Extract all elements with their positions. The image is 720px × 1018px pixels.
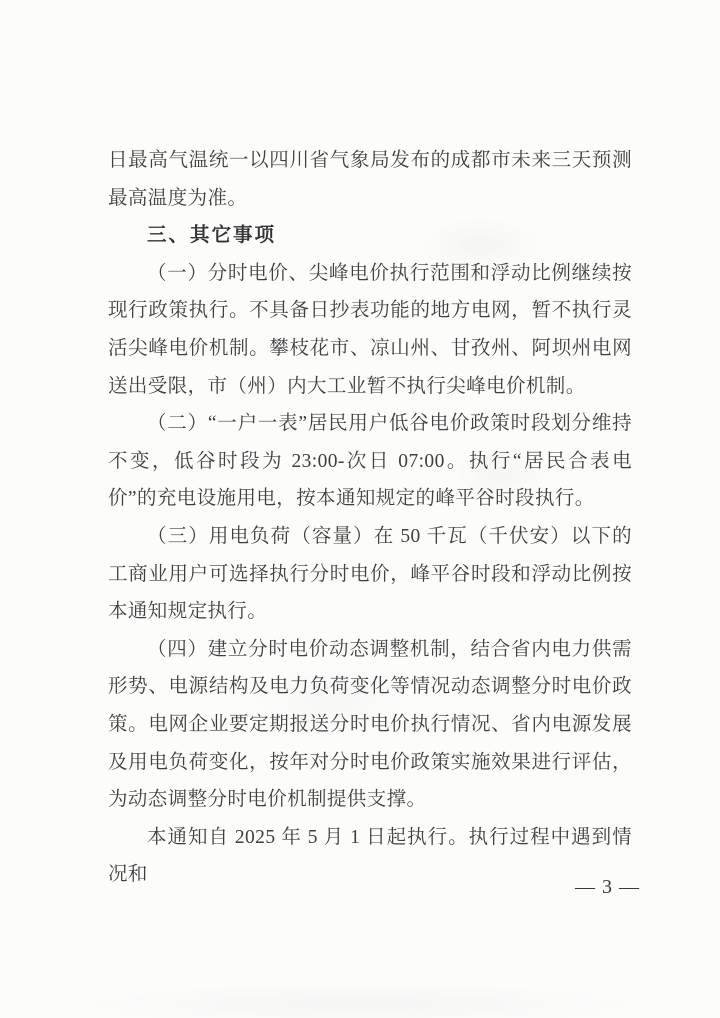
item-paragraph-1: （一）分时电价、尖峰电价执行范围和浮动比例继续按现行政策执行。不具备日抄表功能的地方电网，暂不执行灵活尖峰电价机制。攀枝花市、凉山州、甘孜州、阿坝州电网送出受限，市（州）内大工业暂不执行尖峰电价机制。 — [108, 262, 632, 397]
item-paragraph-2: （二）“一户一表”居民用户低谷电价政策时段划分维持不变，低谷时段为 23:00-次日 07:00。执行“居民合表电价”的充电设施用电，按本通知规定的峰平谷时段执行。 — [108, 413, 632, 510]
closing-paragraph: 本通知自 2025 年 5 月 1 日起执行。执行过程中遇到情况和 — [108, 826, 632, 886]
item-paragraph-4: （四）建立分时电价动态调整机制，结合省内电力供需形势、电源结构及电力负荷变化等情况动态调整分时电价政策。电网企业要定期报送分时电价执行情况、省内电源发展及用电负荷变化，按年对分时电价政策实施效果进行评估，为动态调整分时电价机制提供支撑。 — [108, 638, 632, 811]
item-paragraph-3: （三）用电负荷（容量）在 50 千瓦（千伏安）以下的工商业用户可选择执行分时电价，峰平谷时段和浮动比例按本通知规定执行。 — [108, 525, 632, 623]
continuation-paragraph: 日最高气温统一以四川省气象局发布的成都市未来三天预测最高温度为准。 — [108, 150, 632, 209]
document-body — [108, 142, 632, 894]
page-number: — 3 — — [575, 876, 640, 898]
section-heading: 三、其它事项 — [147, 224, 277, 247]
